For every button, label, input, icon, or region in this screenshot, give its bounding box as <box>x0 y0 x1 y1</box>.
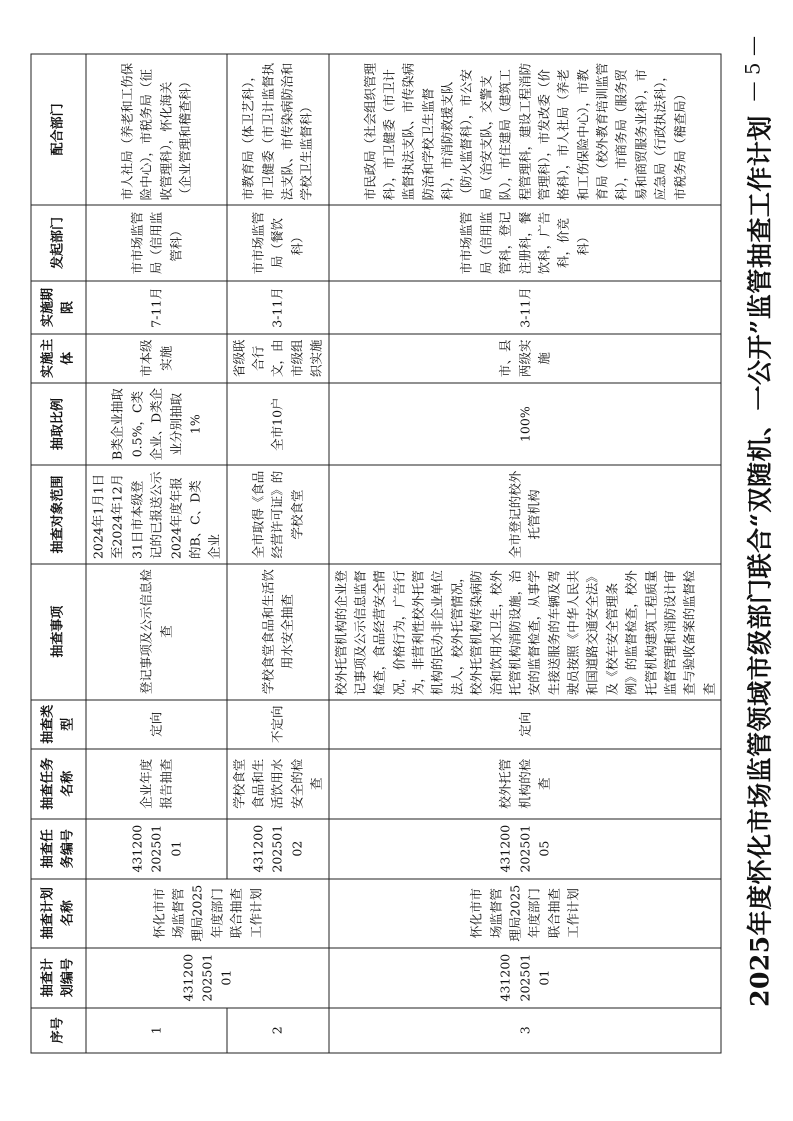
cell-period: 3-11月 <box>328 281 721 334</box>
cell-initiator: 市市场监管局（信用监管科，登记注册科，餐饮科，广告科，价竞科） <box>328 204 721 280</box>
cell-period: 3-11月 <box>226 281 328 334</box>
cell-cooperators: 市民政局（社会组织管理科），市卫健委（市卫计监督执法支队、市传染病防治和学校卫生监督科），市消防救援支队（防火监督科），市公安局（治安支队，交警支队），市住建局（建筑工程管理科，建设工程消防管理科），市发改委（价格科），市人社局（养老和工伤保险中心），市教育局（校外教育培训监管科），市商务局（服务贸易和商贸服务业科），市应急局（行政执法科），市税务局（稽查局） <box>328 54 721 205</box>
cell-items: 校外托管机构的企业登记事项及公示信息监督检查，食品经营安全情况，价格行为，广告行为，非营利性校外托管机构的民办非企业单位法人，校外托管情况，校外托管机构传染病防治和饮用水卫生，校外托管机构消防设施，治安的监督检查，从事学生接送服务的车辆及驾驶员按照《中华人民共和国道路交通安全法》及《校车安全管理条例》的监督检查，校外托管机构建筑工程质量监督管理和消防设计审查与验收备案的监督检查 <box>328 563 721 699</box>
cell-items: 登记事项及公示信息检查 <box>86 563 227 699</box>
cell-initiator: 市市场监管局（信用监管科） <box>86 204 227 280</box>
cell-executor: 市、县两级实施 <box>328 333 721 382</box>
header-cell: 抽查计划编号 <box>31 947 86 1007</box>
table-header-row <box>31 54 86 1053</box>
header-cell: 序号 <box>31 1007 86 1052</box>
cell-task-name: 校外托管机构的检查 <box>328 748 721 818</box>
header-cell: 抽查事项 <box>31 563 86 699</box>
cell-executor: 省级联合行文，由市级组织实施 <box>226 333 328 382</box>
header-cell: 抽取比例 <box>31 382 86 465</box>
cell-check-type: 不定向 <box>226 699 328 748</box>
cell-scope: 全市登记的校外托管机构 <box>328 465 721 563</box>
cell-scope: 2024年1月1日至2024年12月31日市本级登记的已报送公示2024年度年报的B、C、D类企业 <box>86 465 227 563</box>
page-number: — 5 — <box>740 35 764 101</box>
cell-seq: 3 <box>328 1007 721 1052</box>
header-cell: 实施期限 <box>31 281 86 334</box>
cell-plan-name: 怀化市市场监督管理局2025年度部门联合抽查工作计划 <box>86 878 329 947</box>
cell-task-no: 4312002025010​1 <box>86 818 227 878</box>
cell-ratio: 100% <box>328 382 721 465</box>
cell-seq: 2 <box>226 1007 328 1052</box>
header-cell: 实施主体 <box>31 333 86 382</box>
header-cell: 抽查任务名称 <box>31 748 86 818</box>
cell-plan-name: 怀化市市场监督管理局2025年度部门联合抽查工作计划 <box>328 878 721 947</box>
cell-executor: 市本级实施 <box>86 333 227 382</box>
cell-task-name: 学校食堂食品和生活饮用水安全的检查 <box>226 748 328 818</box>
cell-cooperators: 市人社局（养老和工伤保险中心），市税务局（征收管理科），怀化海关（企业管理和稽查科） <box>86 54 227 205</box>
cell-cooperators: 市教育局（体卫艺科），市卫健委（市卫计监督执法支队、市传染病防治和学校卫生监督科） <box>226 54 328 205</box>
cell-ratio: 全市10户 <box>226 382 328 465</box>
table-row <box>86 54 227 1053</box>
cell-items: 学校食堂食品和生活饮用水安全抽查 <box>226 563 328 699</box>
cell-period: 7-11月 <box>86 281 227 334</box>
page-title: 2025年度怀化市场监管领域市级部门联合“双随机、一公开”监管抽查工作计划 <box>745 114 774 1007</box>
cell-seq: 1 <box>86 1007 227 1052</box>
cell-check-type: 定向 <box>328 699 721 748</box>
cell-scope: 全市取得《食品经营许可证》的学校食堂 <box>226 465 328 563</box>
cell-task-name: 企业年度报告抽查 <box>86 748 227 818</box>
cell-check-type: 定向 <box>86 699 227 748</box>
header-cell: 抽查类型 <box>31 699 86 748</box>
cell-plan-no: 43120020250101 <box>86 947 329 1007</box>
header-cell: 抽查任务编号 <box>31 818 86 878</box>
header-cell: 发起部门 <box>31 204 86 280</box>
table-row <box>328 54 721 1053</box>
cell-task-no: 4312002025010​5 <box>328 818 721 878</box>
header-cell: 抽查对象范围 <box>31 465 86 563</box>
header-cell: 配合部门 <box>31 54 86 205</box>
cell-ratio: B类企业抽取0.5%，C类企业、D类企业分别抽取1% <box>86 382 227 465</box>
header-cell: 抽查计划名称 <box>31 878 86 947</box>
cell-task-no: 4312002025010​2 <box>226 818 328 878</box>
cell-initiator: 市市场监管局（餐饮科） <box>226 204 328 280</box>
cell-plan-no: 43120020250101 <box>328 947 721 1007</box>
plan-table <box>30 53 721 1053</box>
